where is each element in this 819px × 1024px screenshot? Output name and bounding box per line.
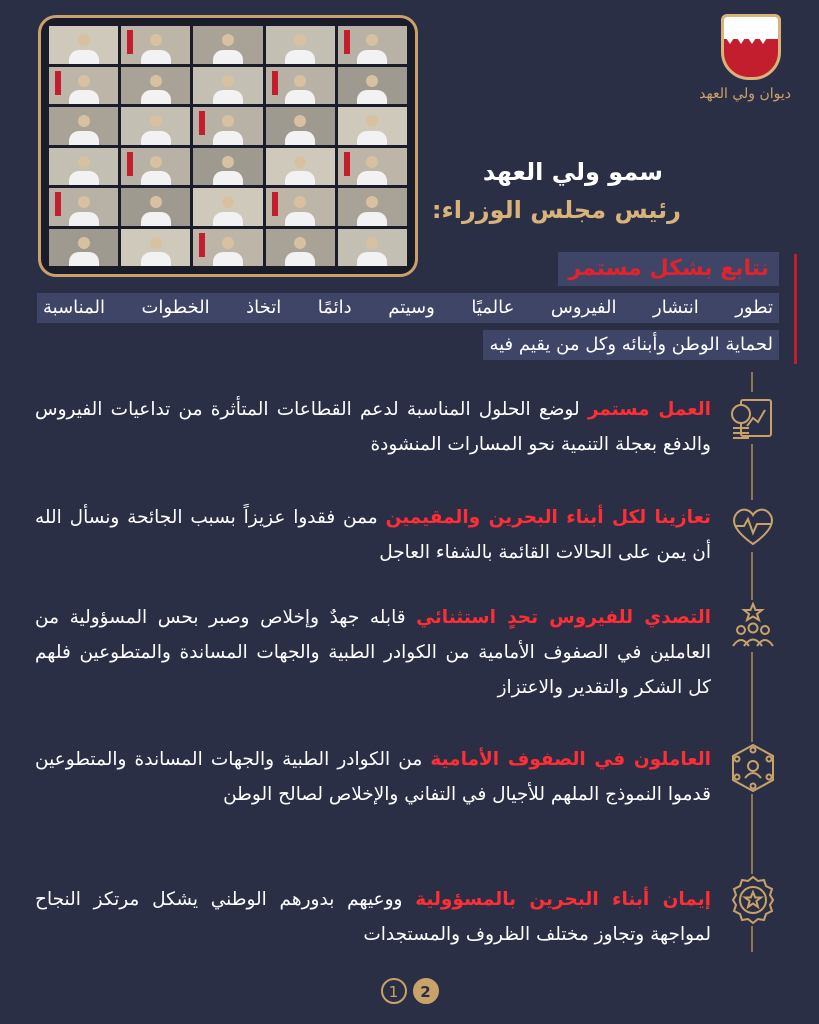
item-text: قابله جهدٌ وإخلاص وصبر بحس المسؤولية من العاملين في الصفوف الأمامية من الكوادر الطبية والجهات المساندة والمتطوعين فلهم كل الشكر والتقدير والاعتزاز — [35, 607, 711, 698]
list-item — [35, 600, 711, 705]
list-item — [35, 882, 711, 952]
finance-report-icon — [727, 392, 779, 444]
item-text: من الكوادر الطبية والجهات المساندة والمتطوعين قدموا النموذج الملهم للأجيال في التفاني والإخلاص لصالح الوطن — [35, 749, 711, 805]
item-text: لوضع الحلول المناسبة لدعم القطاعات المتأثرة من تداعيات الفيروس والدفع بعجلة التنمية نحو المسارات المنشودة — [35, 399, 711, 455]
team-star-icon — [727, 600, 779, 652]
page-1-button[interactable]: 1 — [381, 978, 407, 1004]
item-highlight: تعازينا لكل أبناء البحرين والمقيمين — [385, 507, 711, 528]
item-highlight: إيمان أبناء البحرين بالمسؤولية — [415, 889, 711, 910]
video-tile — [266, 188, 335, 226]
item-text: ممن فقدوا عزيزاً بسبب الجائحة ونسأل الله أن يمن على الحالات القائمة بالشفاء العاجل — [35, 507, 711, 563]
video-tile — [338, 229, 407, 267]
video-tile — [193, 107, 262, 145]
video-tile — [121, 107, 190, 145]
crest-icon — [721, 14, 781, 80]
video-tile — [338, 67, 407, 105]
video-tile — [49, 26, 118, 64]
list-item — [35, 742, 711, 812]
network-people-icon — [727, 742, 779, 794]
video-tile — [266, 148, 335, 186]
video-tile — [193, 148, 262, 186]
item-highlight: التصدي للفيروس تحدٍ استثنائي — [416, 607, 711, 628]
video-tile — [193, 26, 262, 64]
item-text: ووعيهم بدورهم الوطني يشكل مرتكز النجاح لمواجهة وتجاوز مختلف الظروف والمستجدات — [35, 889, 711, 945]
video-tile — [338, 188, 407, 226]
video-tile — [121, 188, 190, 226]
video-tile — [266, 67, 335, 105]
video-tile — [49, 107, 118, 145]
video-tile — [49, 188, 118, 226]
award-medal-icon — [727, 874, 779, 926]
quote-heading: نتابع بشكل مستمر — [558, 252, 779, 286]
timeline-line — [751, 372, 753, 952]
video-tile — [338, 107, 407, 145]
video-tile — [121, 26, 190, 64]
list-item — [35, 392, 711, 462]
heart-pulse-icon — [727, 500, 779, 552]
quote-line-2: لحماية الوطن وأبنائه وكل من يقيم فيه — [483, 330, 779, 360]
page-title: سمو ولي العهد — [482, 158, 663, 186]
video-tile — [121, 67, 190, 105]
item-highlight: العمل مستمر — [587, 399, 712, 420]
pager — [381, 978, 439, 1004]
logo-text: ديوان ولي العهد — [699, 86, 791, 102]
bahrain-crest-logo — [699, 14, 791, 102]
video-tile — [266, 229, 335, 267]
video-tile — [121, 148, 190, 186]
item-highlight: العاملون في الصفوف الأمامية — [430, 749, 711, 770]
video-tile — [49, 67, 118, 105]
video-tile — [121, 229, 190, 267]
video-tile — [338, 26, 407, 64]
video-tile — [193, 188, 262, 226]
video-tile — [193, 229, 262, 267]
video-tile — [49, 229, 118, 267]
video-tile — [338, 148, 407, 186]
list-item — [35, 500, 711, 570]
video-conference-photo — [38, 15, 418, 277]
quote-bar — [794, 254, 797, 364]
quote-line-1: تطور انتشار الفيروس عالميًا وسيتم دائمًا اتخاذ الخطوات المناسبة — [37, 293, 779, 323]
video-tile — [193, 67, 262, 105]
video-tile — [266, 107, 335, 145]
page-subtitle: رئيس مجلس الوزراء: — [431, 196, 681, 224]
page-2-button[interactable]: 2 — [413, 978, 439, 1004]
video-tile — [49, 148, 118, 186]
video-tile — [266, 26, 335, 64]
